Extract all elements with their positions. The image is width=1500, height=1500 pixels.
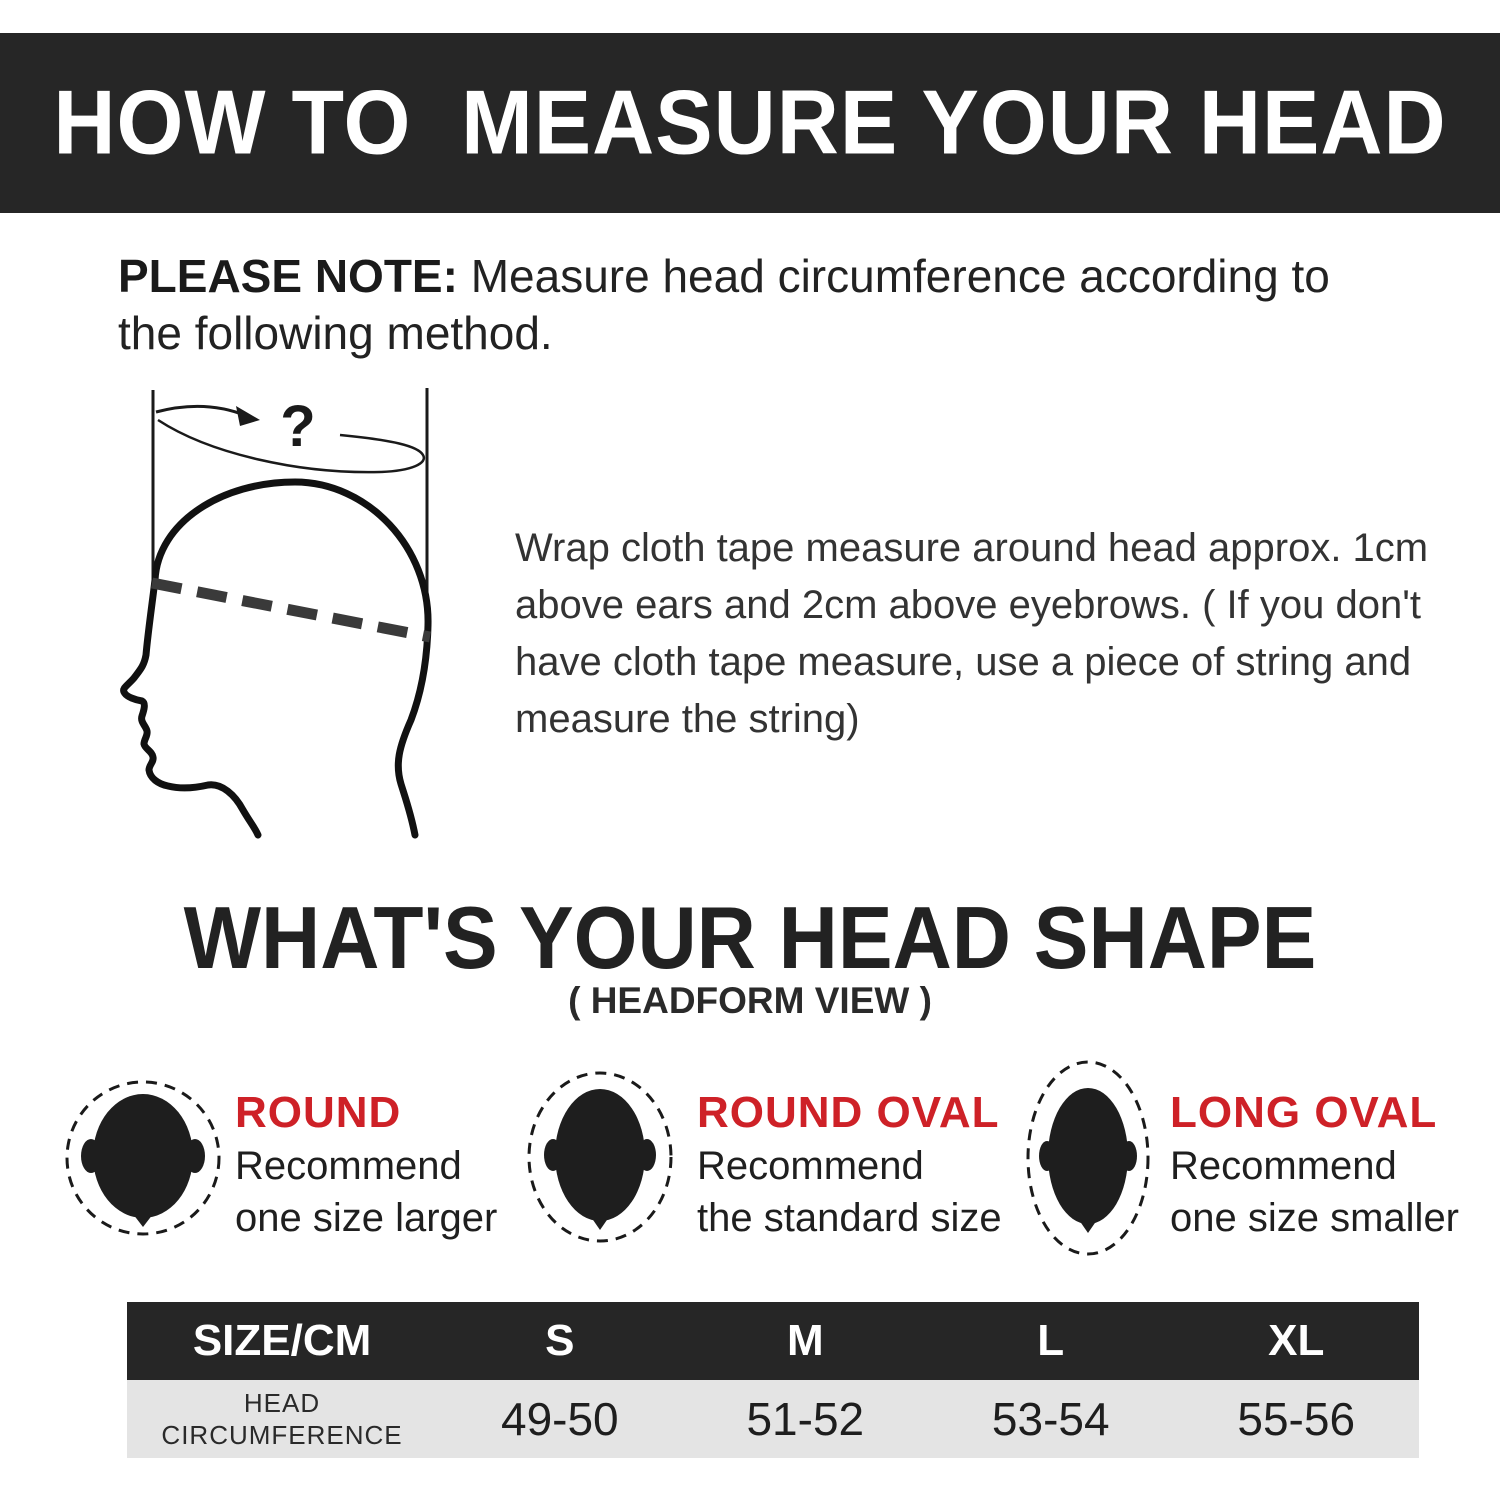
- measure-line: above ears and 2cm above eyebrows. ( If you don't: [515, 583, 1421, 627]
- note-line1: Measure head circumference according to: [457, 250, 1330, 302]
- size-value: 51-52: [746, 1393, 865, 1445]
- head-silhouette: [1048, 1088, 1128, 1224]
- size-table: [127, 1302, 1419, 1458]
- ear-left: [544, 1139, 562, 1171]
- ear-right: [185, 1139, 205, 1173]
- ear-left: [1039, 1141, 1055, 1171]
- size-value: 53-54: [991, 1393, 1110, 1445]
- page-title: HOW TO MEASURE YOUR HEAD: [53, 71, 1447, 174]
- size-table-header: M: [786, 1316, 824, 1365]
- head-shape-subheading: ( HEADFORM VIEW ): [568, 980, 932, 1021]
- shape-desc-line: Recommend: [235, 1144, 462, 1188]
- size-table-header: XL: [1268, 1316, 1325, 1365]
- ear-right: [638, 1139, 656, 1171]
- question-mark: ?: [280, 394, 316, 459]
- shape-desc-round: [235, 1140, 497, 1244]
- long-oval-head-top-view-icon: [1024, 1058, 1152, 1258]
- size-value: 55-56: [1237, 1393, 1356, 1445]
- ear-right: [1121, 1141, 1137, 1171]
- nose-point: [133, 1214, 153, 1227]
- head-silhouette: [93, 1094, 193, 1218]
- head-outline: [124, 482, 428, 835]
- head-shape-heading: WHAT'S YOUR HEAD SHAPE: [183, 889, 1317, 988]
- shape-desc-line: one size smaller: [1170, 1196, 1460, 1240]
- head-silhouette: [555, 1089, 645, 1221]
- shape-name-round: ROUND: [235, 1088, 402, 1137]
- note-label: PLEASE NOTE:: [118, 250, 458, 302]
- shape-desc-round-oval: [697, 1140, 1002, 1244]
- shape-desc-line: the standard size: [697, 1196, 1002, 1240]
- wrap-arrow-head: [236, 406, 260, 426]
- size-table-header: SIZE/CM: [192, 1316, 372, 1365]
- row-label-line: CIRCUMFERENCE: [161, 1420, 403, 1450]
- size-table-header: S: [545, 1316, 575, 1365]
- note-line2: the following method.: [118, 307, 553, 359]
- round-head-top-view-icon: [63, 1078, 223, 1238]
- measure-line: Wrap cloth tape measure around head approx. 1cm: [515, 526, 1429, 570]
- measure-line: measure the string): [515, 697, 860, 741]
- row-label-line: HEAD: [243, 1388, 321, 1418]
- shape-desc-line: Recommend: [697, 1144, 924, 1188]
- shape-desc-line: Recommend: [1170, 1144, 1397, 1188]
- nose-point: [591, 1217, 609, 1230]
- size-table-header-row: [127, 1302, 1419, 1380]
- size-table-data-row: [127, 1380, 1419, 1458]
- head-profile-measure-icon: [100, 370, 500, 890]
- shape-name-round-oval: ROUND OVAL: [697, 1088, 1000, 1137]
- size-table-header: L: [1037, 1316, 1065, 1365]
- shape-name-long-oval: LONG OVAL: [1170, 1088, 1438, 1137]
- measure-instructions: [515, 520, 1428, 748]
- header-bar: [0, 33, 1500, 213]
- note-text: [118, 248, 1448, 362]
- nose-point: [1079, 1220, 1097, 1233]
- size-value: 49-50: [500, 1393, 619, 1445]
- shape-desc-line: one size larger: [235, 1196, 498, 1240]
- measure-line: have cloth tape measure, use a piece of string and: [515, 640, 1412, 684]
- ear-left: [81, 1139, 101, 1173]
- round-oval-head-top-view-icon: [525, 1069, 675, 1245]
- wrap-arrow-line: [156, 406, 247, 416]
- shape-desc-long-oval: [1170, 1140, 1459, 1244]
- measuring-dashed-line: [152, 583, 430, 637]
- row-label-head-circumference: [127, 1380, 437, 1458]
